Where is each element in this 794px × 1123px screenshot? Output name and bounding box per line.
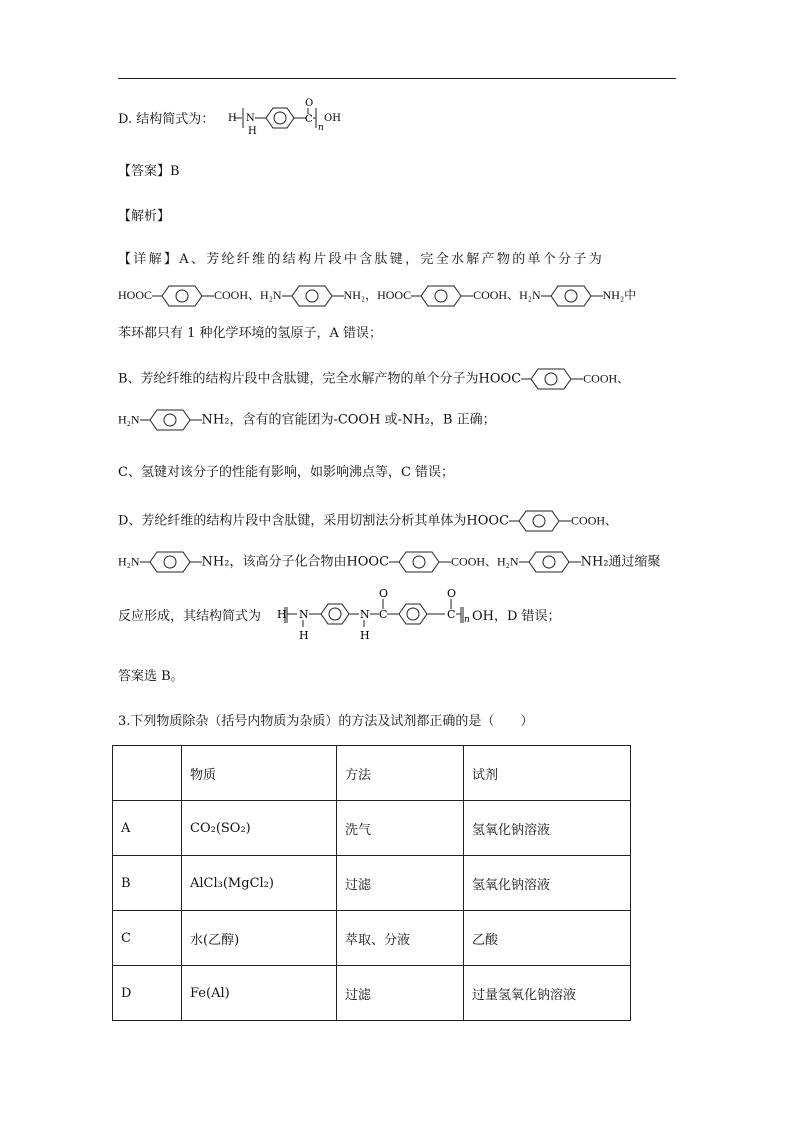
benzene-ring-icon <box>140 550 202 574</box>
table-cell: CO₂(SO₂) <box>182 801 337 856</box>
option-d-label: D. 结构简式为： <box>118 112 215 127</box>
table-row <box>113 801 631 856</box>
table-cell: B <box>113 856 182 911</box>
poly-hb1: H <box>299 629 309 642</box>
table-cell: 过滤 <box>337 856 464 911</box>
poly-c2: C <box>447 608 456 621</box>
n-sub: n <box>318 123 324 133</box>
c-atom: C <box>305 114 313 125</box>
detail-formula-line <box>118 284 636 308</box>
table-cell: 水(乙醇) <box>182 911 337 966</box>
table-cell: 物质 <box>182 746 337 801</box>
polymer-structure <box>275 585 495 645</box>
poly-c1: C <box>379 608 388 621</box>
poly-n1: N <box>299 608 309 621</box>
d-line3-pre: 反应形成，其结构简式为 <box>118 609 262 624</box>
table-cell: Fe(Al) <box>182 966 337 1021</box>
option-d-line <box>118 108 214 127</box>
h-left: H <box>228 113 237 124</box>
poly-hb2: H <box>360 629 370 642</box>
hooc-text: HOOC <box>118 287 153 302</box>
d-line2 <box>118 550 661 574</box>
table-cell: 过量氢氧化钠溶液 <box>464 966 631 1021</box>
b-nh2: NH₂，含有的官能团为-COOH 或-NH₂，B 正确； <box>201 412 496 428</box>
question3-stem: 3.下列物质除杂（括号内物质为杂质）的方法及试剂都正确的是（ ） <box>118 714 534 729</box>
table-row <box>113 911 631 966</box>
c-line: C、氢键对该分子的性能有影响，如影响沸点等，C 错误； <box>118 465 455 480</box>
h2n-text: H₂N <box>260 287 282 302</box>
d-cooh2: COOH、H₂N <box>451 554 519 569</box>
d-h2n: H₂N <box>118 554 140 569</box>
table-cell: 过滤 <box>337 966 464 1021</box>
poly-o2: O <box>447 587 457 600</box>
benzene-ring-icon <box>411 284 473 308</box>
table-cell: 洗气 <box>337 801 464 856</box>
table-cell: A <box>113 801 182 856</box>
table-cell: 萃取、分液 <box>337 911 464 966</box>
question3-table <box>112 745 631 1021</box>
benzene-ring-icon <box>509 509 571 533</box>
cooh-text: COOH、 <box>214 287 261 302</box>
nh2-text: NH₂， <box>343 287 378 302</box>
benzene-ring-icon <box>541 284 603 308</box>
cooh-text-2: COOH、 <box>473 287 520 302</box>
d-cooh: COOH、 <box>571 513 618 528</box>
d-nh2: NH₂，该高分子化合物由HOOC <box>201 554 390 570</box>
table-cell <box>113 746 182 801</box>
benzene-ring-icon <box>152 284 214 308</box>
benzene-ring-icon <box>521 367 583 391</box>
poly-n-sub: n <box>464 615 470 625</box>
b-h2n: H₂N <box>118 412 140 427</box>
d-nh2b: NH₂通过缩聚 <box>580 554 661 570</box>
d-line3-post: OH，D 错误； <box>472 609 561 624</box>
detail-line3: 苯环都只有 1 种化学环境的氢原子，A 错误； <box>118 326 383 341</box>
poly-o1: O <box>379 587 389 600</box>
d-line1 <box>118 509 617 533</box>
poly-n2: N <box>360 608 370 621</box>
conclusion: 答案选 B。 <box>118 669 184 684</box>
benzene-ring-icon <box>140 408 202 432</box>
table-cell: 试剂 <box>464 746 631 801</box>
n-atom: N <box>246 113 255 124</box>
h2n-text-2: H₂N <box>519 287 541 302</box>
table-row <box>113 966 631 1021</box>
detail-lead: 【详解】A、芳纶纤维的结构片段中含肽键，完全水解产物的单个分子为 <box>118 252 604 267</box>
benzene-ring-icon <box>389 550 451 574</box>
oh: OH <box>324 113 341 124</box>
table-row <box>113 856 631 911</box>
option-d-structure <box>228 96 348 138</box>
table-header-row <box>113 746 631 801</box>
d-line1-text: D、芳纶纤维的结构片段中含肽键，采用切割法分析其单体为HOOC <box>118 513 510 529</box>
table-cell: D <box>113 966 182 1021</box>
benzene-ring-icon <box>282 284 344 308</box>
poly-h: H <box>277 608 287 621</box>
table-cell: 乙酸 <box>464 911 631 966</box>
header-rule <box>118 78 676 79</box>
table-cell: 方法 <box>337 746 464 801</box>
table-cell: C <box>113 911 182 966</box>
answer-line: 【答案】B <box>118 164 180 179</box>
nh2-text-2: NH₂中 <box>602 287 637 302</box>
h-below: H <box>248 126 257 137</box>
analysis-heading: 【解析】 <box>118 209 171 224</box>
o-atom: O <box>305 98 314 109</box>
b-line2 <box>118 408 496 432</box>
b-line1-text: B、芳纶纤维的结构片段中含肽键，完全水解产物的单个分子为HOOC <box>118 371 522 387</box>
table-cell: AlCl₃(MgCl₂) <box>182 856 337 911</box>
b-cooh: COOH、 <box>583 371 630 386</box>
table-cell: 氢氧化钠溶液 <box>464 801 631 856</box>
hooc-text-2: HOOC <box>377 287 412 302</box>
b-line1 <box>118 367 629 391</box>
benzene-ring-icon <box>519 550 581 574</box>
table-cell: 氢氧化钠溶液 <box>464 856 631 911</box>
